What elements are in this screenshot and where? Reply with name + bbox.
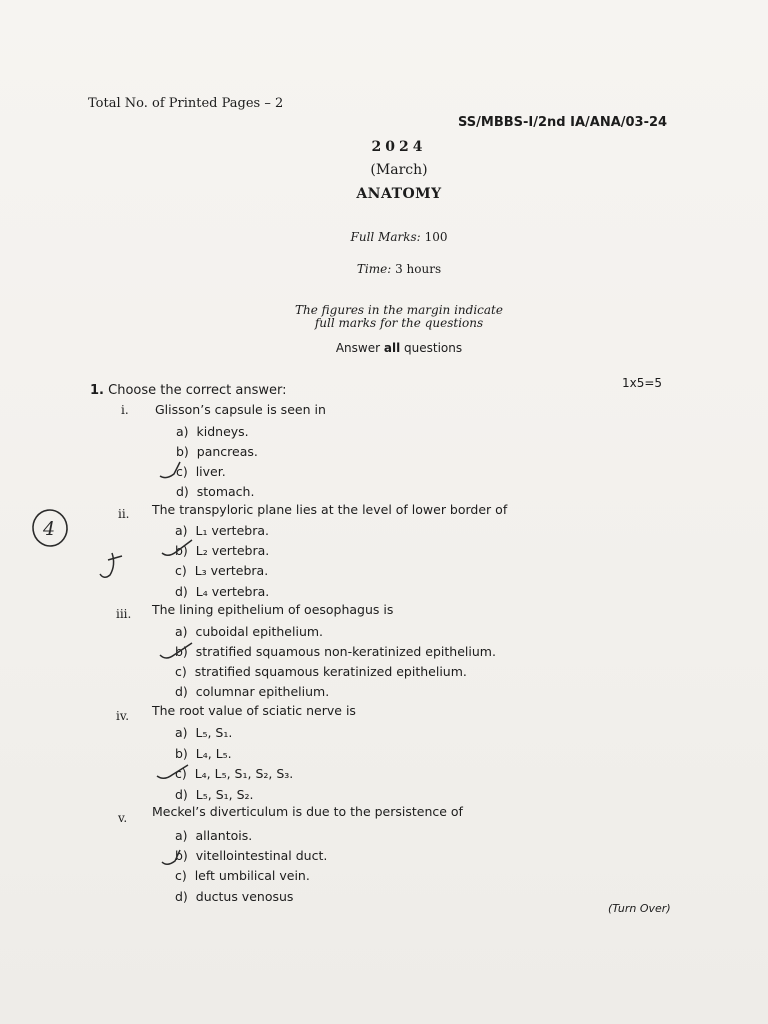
option-text: stratified squamous keratinized epithelium. — [194, 664, 467, 679]
option-text: liver. — [195, 464, 226, 479]
option-label: a) — [175, 828, 188, 843]
answer-check-icon — [162, 850, 180, 864]
subject-title: ANATOMY — [356, 186, 442, 202]
option-label: b) — [175, 848, 188, 863]
margin-score: 4 — [43, 518, 56, 540]
subquestion-numeral: v. — [118, 811, 128, 825]
option-text: columnar epithelium. — [195, 684, 330, 699]
option-text: stratified squamous non-keratinized epithelium. — [195, 644, 496, 659]
option-text: pancreas. — [196, 444, 258, 459]
option-text: L₅, S₁. — [195, 725, 233, 740]
answer-bold: all — [383, 341, 401, 355]
exam-month: (March) — [370, 162, 428, 178]
option-label: a) — [175, 725, 188, 740]
full-marks-value: 100 — [424, 230, 448, 244]
subquestion-stem: The root value of sciatic nerve is — [152, 703, 356, 718]
option-label: b) — [175, 644, 188, 659]
answer-check-icon — [157, 765, 188, 778]
option-text: L₁ vertebra. — [195, 523, 269, 538]
printed-pages-count: Total No. of Printed Pages – 2 — [88, 96, 284, 111]
option-label: c) — [175, 868, 187, 883]
option-label: d) — [175, 787, 188, 802]
option-label: b) — [175, 543, 188, 558]
option-label: c) — [175, 563, 187, 578]
question-1-number: 1. — [90, 383, 104, 398]
option-label: c) — [175, 664, 187, 679]
subquestion-stem: The transpyloric plane lies at the level of lower border of — [152, 502, 508, 517]
option-text: vitellointestinal duct. — [195, 848, 328, 863]
option-label: d) — [176, 484, 189, 499]
subquestion-numeral: iii. — [116, 607, 132, 621]
margin-note-line1: The figures in the margin indicate — [295, 303, 503, 317]
option-label: a) — [175, 624, 188, 639]
time-label: Time: — [356, 262, 392, 276]
option-text: kidneys. — [196, 424, 249, 439]
subquestion-numeral: ii. — [118, 507, 130, 521]
option-text: L₅, S₁, S₂. — [195, 787, 254, 802]
subquestion-stem: Meckel’s diverticulum is due to the persistence of — [152, 804, 463, 819]
option-text: L₄ vertebra. — [195, 584, 270, 599]
subquestion-numeral: i. — [121, 403, 129, 417]
option-label: b) — [175, 746, 188, 761]
exam-year: 2024 — [371, 139, 427, 155]
option-label: b) — [176, 444, 189, 459]
time-value: 3 hours — [395, 262, 442, 276]
paper-code: SS/MBBS-I/2nd IA/ANA/03-24 — [458, 115, 668, 130]
margin-note-line2: full marks for the questions — [314, 316, 484, 330]
option-text: L₄, L₅, S₁, S₂, S₃. — [194, 766, 294, 781]
option-label: c) — [176, 464, 188, 479]
option-label: d) — [175, 584, 188, 599]
option-label: a) — [175, 523, 188, 538]
answer-suffix: questions — [404, 341, 463, 355]
option-text: cuboidal epithelium. — [195, 624, 324, 639]
option-label: d) — [175, 684, 188, 699]
subquestion-stem: The lining epithelium of oesophagus is — [152, 602, 394, 617]
answer-prefix: Answer — [335, 341, 381, 355]
subquestion-stem: Glisson’s capsule is seen in — [155, 402, 326, 417]
answer-check-icon — [162, 540, 192, 555]
cross-mark-icon — [100, 553, 122, 577]
subquestion-numeral: iv. — [116, 709, 130, 723]
option-text: allantois. — [195, 828, 253, 843]
turn-over-note: (Turn Over) — [608, 902, 671, 915]
option-label: c) — [175, 766, 187, 781]
option-text: left umbilical vein. — [194, 868, 310, 883]
question-1-marks: 1x5=5 — [622, 376, 663, 390]
option-text: L₄, L₅. — [195, 746, 232, 761]
question-1-text: Choose the correct answer: — [108, 383, 287, 398]
option-text: ductus venosus — [195, 889, 294, 904]
option-label: a) — [176, 424, 189, 439]
answer-check-icon — [160, 462, 180, 478]
option-label: d) — [175, 889, 188, 904]
option-text: L₂ vertebra. — [195, 543, 270, 558]
answer-check-icon — [160, 643, 192, 658]
full-marks-label: Full Marks: — [350, 230, 421, 244]
option-text: stomach. — [196, 484, 255, 499]
option-text: L₃ vertebra. — [194, 563, 269, 578]
